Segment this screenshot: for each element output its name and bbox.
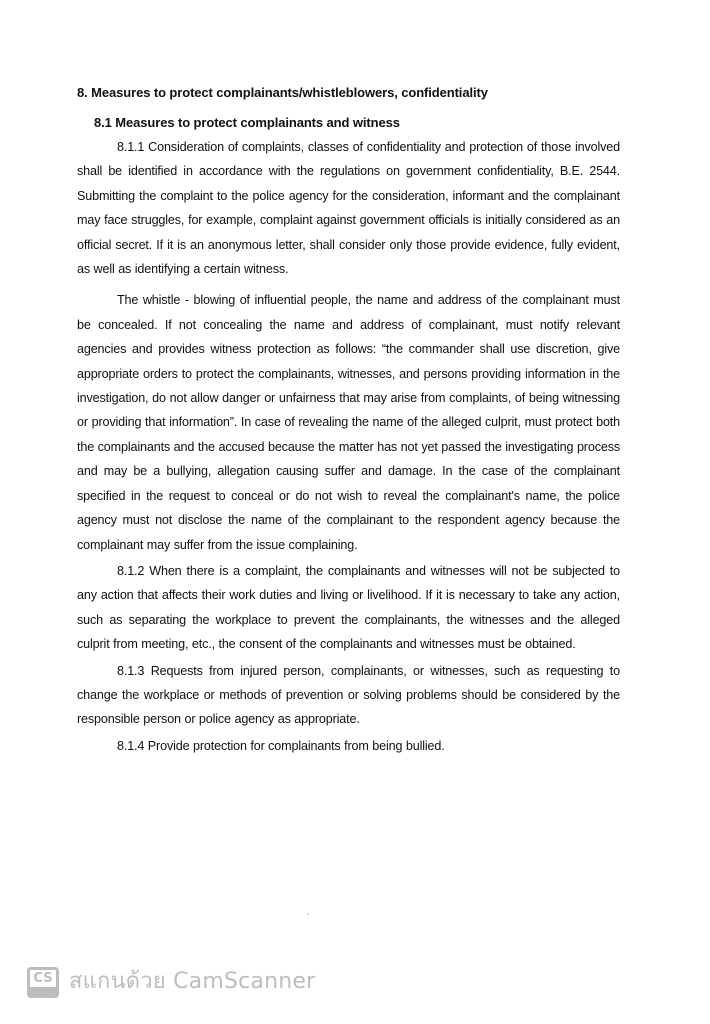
camscanner-logo-bar: [30, 987, 56, 995]
subsection-heading: 8.1 Measures to protect complainants and witness: [94, 115, 400, 130]
paragraph-8-1-3: 8.1.3 Requests from injured person, complainants, or witnesses, such as requesting to change the workplace or methods of prevention or solving problems should be considered by the responsible person or police agency as appropriate.: [77, 663, 620, 727]
section-heading: 8. Measures to protect complainants/whistleblowers, confidentiality: [77, 85, 488, 100]
camscanner-logo-icon: [27, 967, 59, 998]
document-body: [77, 83, 620, 758]
camscanner-logo-text: CS: [33, 970, 53, 986]
paragraph-8-1-1: 8.1.1 Consideration of complaints, classes of confidentiality and protection of those involved shall be identified in accordance with the regulations on government confidentiality, B.E. 2544. Submitting the complaint to the police agency for the consideration, informant and the complainant may face struggles, for example, complaint against government officials is initially considered as an official secret. If it is an anonymous letter, shall consider only those provide evidence, fully evident, as well as identifying a certain witness.: [77, 140, 620, 277]
paragraph-whistle-blowing: The whistle - blowing of influential people, the name and address of the complainant must be concealed. If not concealing the name and address of complainant, must notify relevant agencies and provides witness protection as follows: “the commander shall use discretion, give appropriate orders to protect the complainants, witnesses, and persons providing information in the investigation, do not allow danger or unfairness that may arise from complaints, of being witnessing or providing that information”. In case of revealing the name of the alleged culprit, must protect both the complainants and the accused because the matter has not yet passed the investigating process and may be a bullying, allegation causing suffer and damage. In the case of the complainant specified in the request to conceal or do not wish to reveal the complainant's name, the police agency must not disclose the name of the complainant to the respondent agency because the complainant may suffer from the issue complaining.: [77, 293, 620, 552]
scan-speck: [307, 913, 309, 915]
paragraph-8-1-4: 8.1.4 Provide protection for complainants from being bullied.: [117, 738, 445, 753]
paragraph-8-1-2: 8.1.2 When there is a complaint, the complainants and witnesses will not be subjected to any action that affects their work duties and living or livelihood. If it is necessary to take any action, such as separating the workplace to prevent the complainants, the witnesses and the alleged culprit from meeting, etc., the consent of the complainants and witnesses must be obtained.: [77, 563, 620, 652]
watermark-text: สแกนด้วย CamScanner: [69, 969, 316, 994]
camscanner-watermark: [27, 966, 315, 998]
